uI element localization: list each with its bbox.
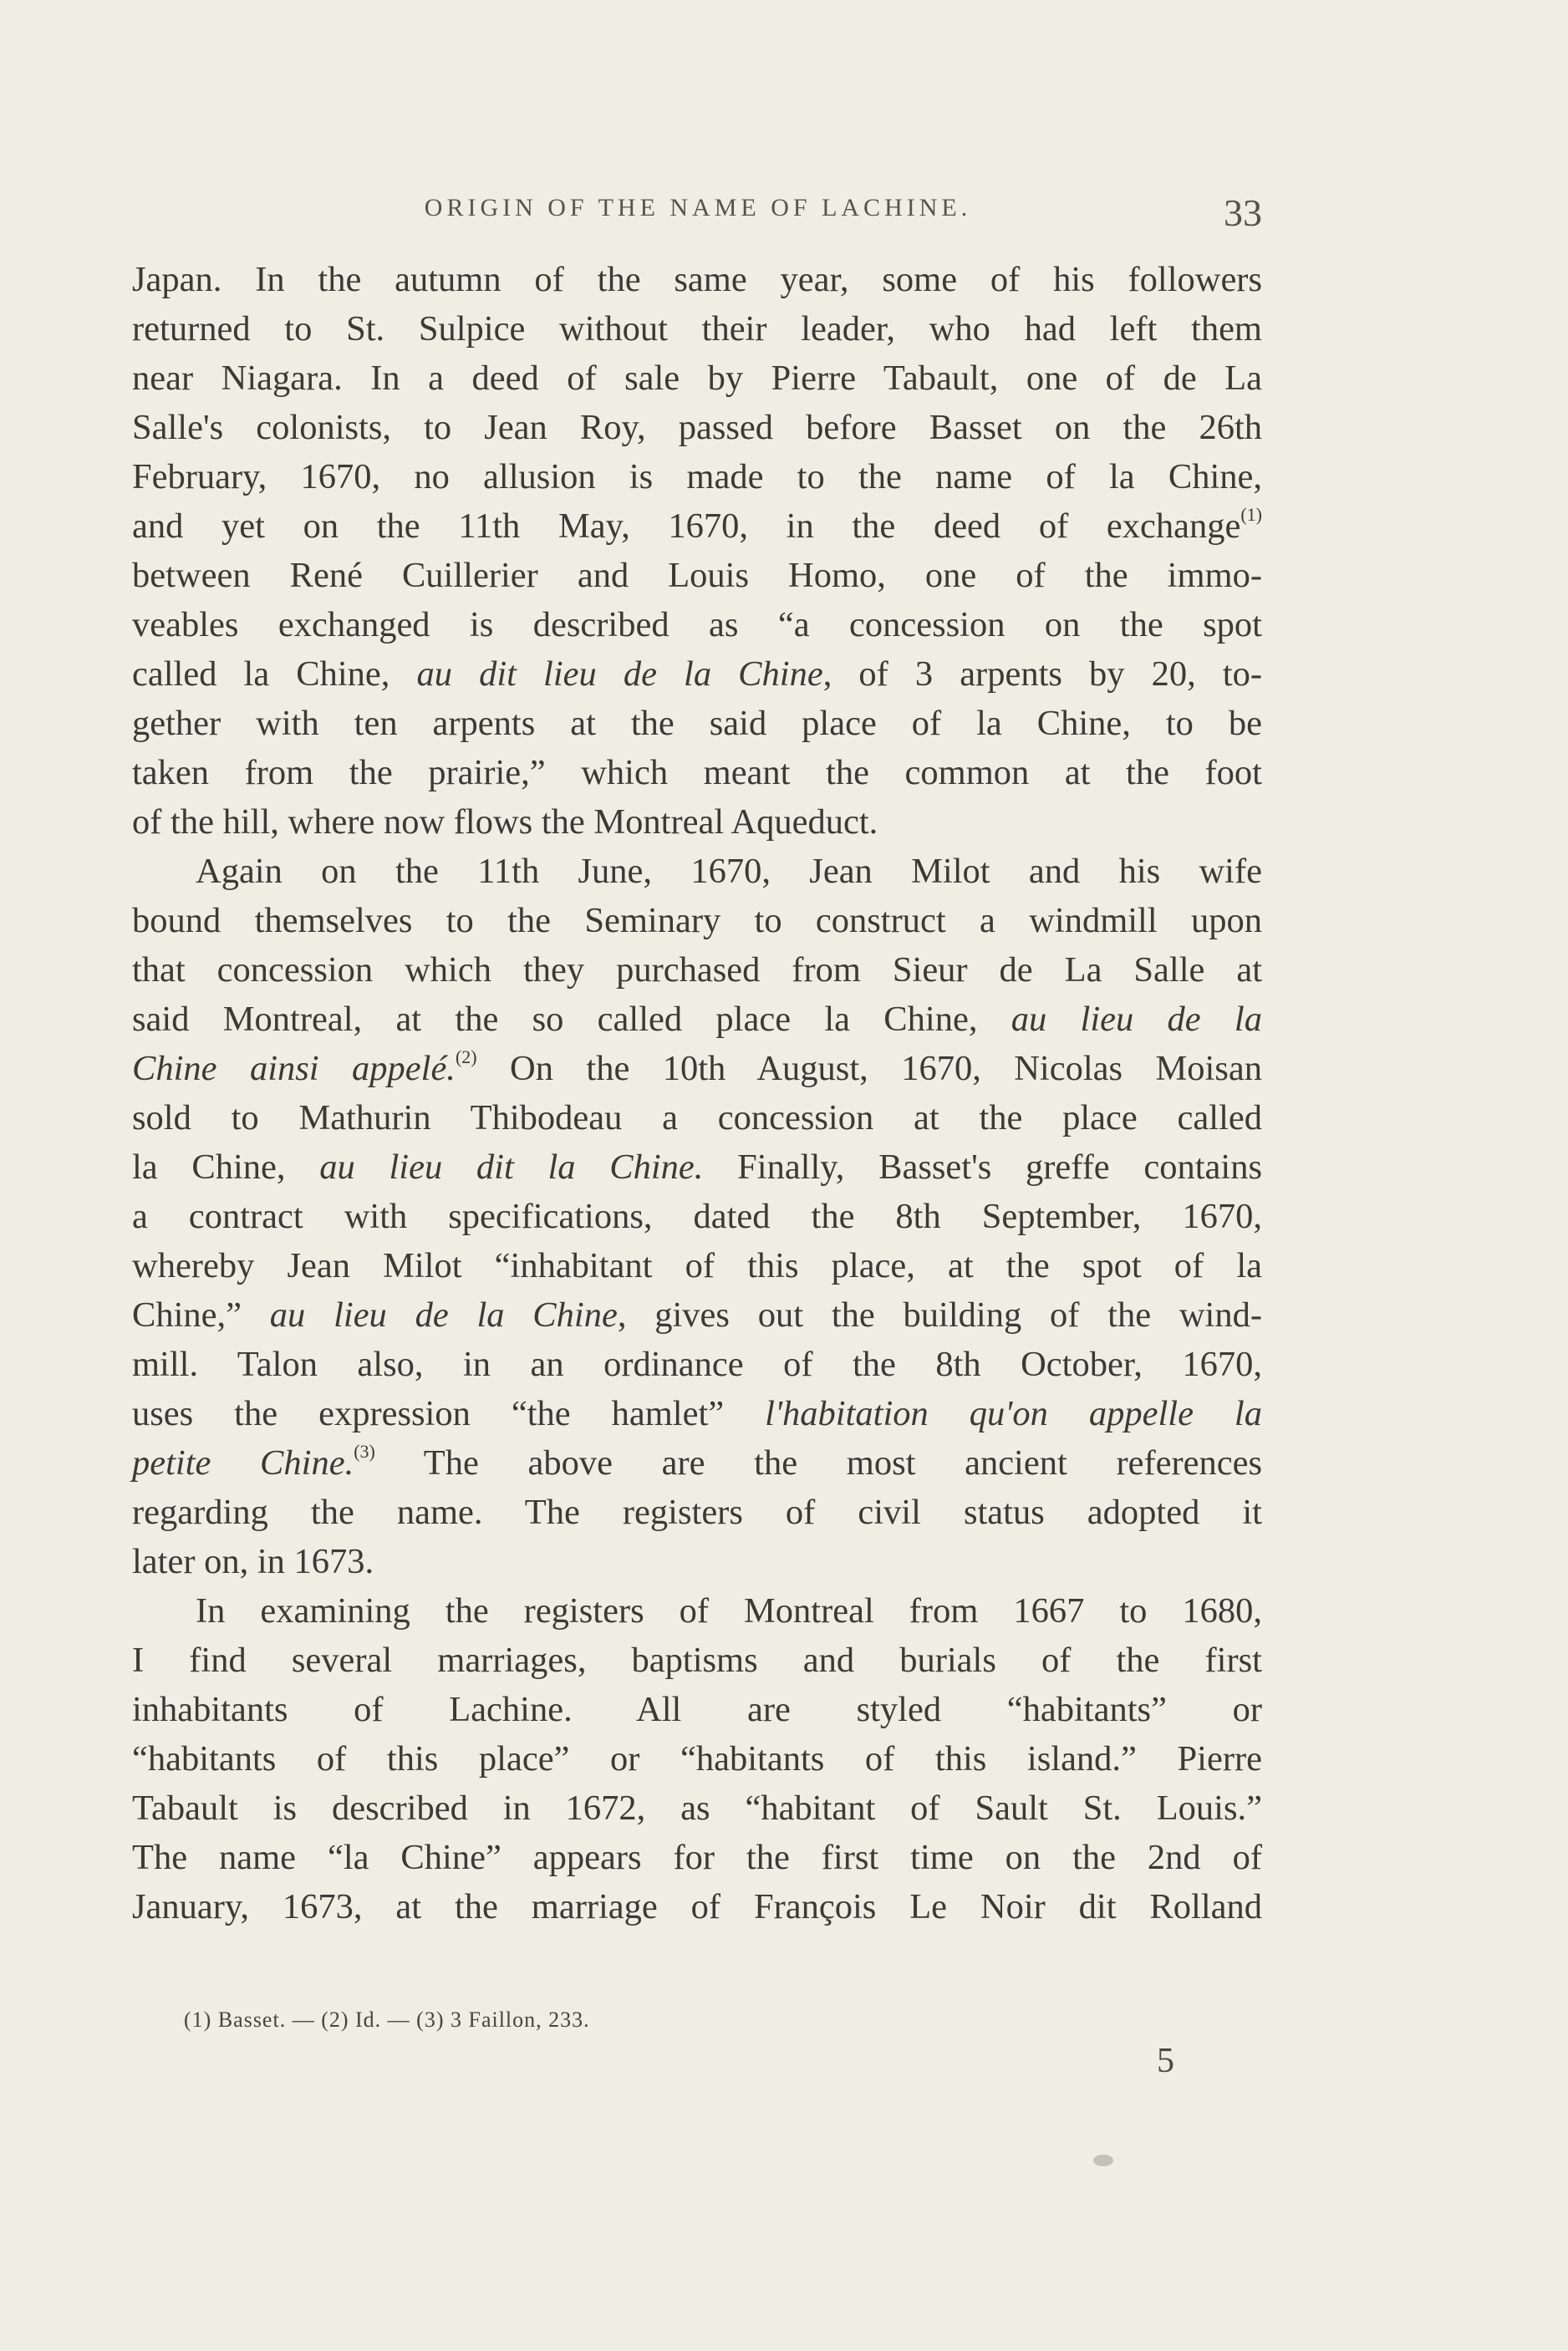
text-line xyxy=(132,1142,1262,1192)
running-title: ORIGIN OF THE NAME OF LACHINE. xyxy=(424,194,972,221)
footnote-ref: (3) xyxy=(354,1441,375,1462)
line-text: In examining the registers of Montreal from 1667 to 1680, xyxy=(196,1591,1262,1631)
text-line xyxy=(132,403,1262,452)
footnote-ref: (2) xyxy=(455,1046,477,1067)
text-line xyxy=(132,255,1262,304)
line-text: called la Chine, xyxy=(132,654,417,694)
text-line xyxy=(132,1734,1262,1784)
text-line xyxy=(132,1241,1262,1290)
text-line xyxy=(132,1636,1262,1685)
line-text: On the 10th August, 1670, Nicolas Moisan xyxy=(476,1049,1262,1088)
text-line xyxy=(132,1882,1262,1931)
line-text: said Montreal, at the so called place la Chine, xyxy=(132,1000,1011,1039)
line-text: of the hill, where now flows the Montreal Aqueduct. xyxy=(132,802,878,842)
text-line xyxy=(132,699,1262,748)
line-text: that concession which they purchased from Sieur de La Salle at xyxy=(132,950,1262,990)
italic-text: au dit lieu de la Chine xyxy=(416,654,823,694)
line-text: Chine,” xyxy=(132,1295,270,1335)
text-line xyxy=(132,1438,1262,1488)
text-line xyxy=(132,1290,1262,1340)
text-line xyxy=(132,1833,1262,1882)
text-line xyxy=(132,1685,1262,1734)
paper-blemish xyxy=(1093,2155,1113,2166)
italic-text: Chine ainsi appelé. xyxy=(132,1049,456,1088)
line-text: Finally, Basset's greffe contains xyxy=(703,1148,1263,1187)
running-head xyxy=(134,191,1262,241)
text-line xyxy=(132,1340,1262,1389)
line-text: Again on the 11th June, 1670, Jean Milot and his wife xyxy=(196,852,1262,891)
italic-text: au lieu dit la Chine. xyxy=(319,1148,704,1187)
line-text: The name “la Chine” appears for the first time on the 2nd of xyxy=(132,1838,1262,1877)
footnotes: (1) Basset. — (2) Id. — (3) 3 Faillon, 233. xyxy=(184,2008,590,2032)
text-line xyxy=(132,748,1262,797)
text-line xyxy=(132,1192,1262,1241)
line-text: between René Cuillerier and Louis Homo, one of the immo- xyxy=(132,556,1262,595)
text-line xyxy=(132,896,1262,945)
text-line xyxy=(132,551,1262,600)
line-text: near Niagara. In a deed of sale by Pierre Tabault, one of de La xyxy=(132,359,1262,398)
line-text: la Chine, xyxy=(132,1148,320,1187)
page-number: 33 xyxy=(1224,191,1262,234)
italic-text: au lieu de la Chine xyxy=(269,1295,618,1335)
line-text: Salle's colonists, to Jean Roy, passed before Basset on the 26th xyxy=(132,408,1262,447)
line-text: regarding the name. The registers of civil status adopted it xyxy=(132,1493,1262,1532)
footnote-ref: (1) xyxy=(1240,504,1262,525)
text-line xyxy=(132,1784,1262,1833)
text-line xyxy=(132,995,1262,1044)
line-text: bound themselves to the Seminary to construct a windmill upon xyxy=(132,901,1262,940)
line-text: whereby Jean Milot “inhabitant of this place, at the spot of la xyxy=(132,1246,1262,1285)
line-text: veables exchanged is described as “a concession on the spot xyxy=(132,605,1262,644)
line-text: “habitants of this place” or “habitants of this island.” Pierre xyxy=(132,1739,1262,1779)
text-line xyxy=(132,1488,1262,1537)
line-text: , of 3 arpents by 20, to- xyxy=(822,654,1262,694)
text-line xyxy=(132,354,1262,403)
text-line xyxy=(132,1389,1262,1438)
line-text: uses the expression “the hamlet” xyxy=(132,1394,766,1433)
line-text: inhabitants of Lachine. All are styled “habitants” or xyxy=(132,1690,1262,1729)
text-line xyxy=(132,649,1262,699)
line-text: Tabault is described in 1672, as “habitant of Sault St. Louis.” xyxy=(132,1789,1262,1828)
line-text: January, 1673, at the marriage of François Le Noir dit Rolland xyxy=(132,1887,1262,1926)
line-text: mill. Talon also, in an ordinance of the 8th October, 1670, xyxy=(132,1345,1262,1384)
line-text: , gives out the building of the wind- xyxy=(617,1295,1263,1335)
text-line xyxy=(132,847,1262,896)
line-text: later on, in 1673. xyxy=(132,1542,374,1581)
text-line xyxy=(132,452,1262,501)
text-line xyxy=(132,1093,1262,1142)
line-text: February, 1670, no allusion is made to the name of la Chine, xyxy=(132,457,1262,496)
line-text: and yet on the 11th May, 1670, in the deed of exchange xyxy=(132,506,1241,546)
text-line xyxy=(132,304,1262,354)
text-line xyxy=(132,1044,1262,1093)
body-text xyxy=(132,255,1262,1931)
italic-text: l'habitation qu'on appelle la xyxy=(765,1394,1262,1433)
line-text: sold to Mathurin Thibodeau a concession at the place called xyxy=(132,1098,1262,1137)
line-text: a contract with specifications, dated the 8th September, 1670, xyxy=(132,1197,1262,1236)
text-line xyxy=(132,501,1262,551)
line-text: returned to St. Sulpice without their leader, who had left them xyxy=(132,309,1262,349)
signature-mark: 5 xyxy=(1157,2042,1174,2080)
text-line xyxy=(132,945,1262,995)
line-text: taken from the prairie,” which meant the common at the foot xyxy=(132,753,1262,792)
text-line xyxy=(132,600,1262,649)
line-text: The above are the most ancient references xyxy=(374,1443,1263,1483)
italic-text: petite Chine. xyxy=(132,1443,354,1483)
line-text: gether with ten arpents at the said place of la Chine, to be xyxy=(132,704,1262,743)
text-line xyxy=(132,797,1262,847)
line-text: Japan. In the autumn of the same year, some of his followers xyxy=(132,260,1262,299)
text-line xyxy=(132,1537,1262,1586)
italic-text: au lieu de la xyxy=(1011,1000,1262,1039)
line-text: I find several marriages, baptisms and burials of the first xyxy=(132,1641,1262,1680)
text-line xyxy=(132,1586,1262,1636)
